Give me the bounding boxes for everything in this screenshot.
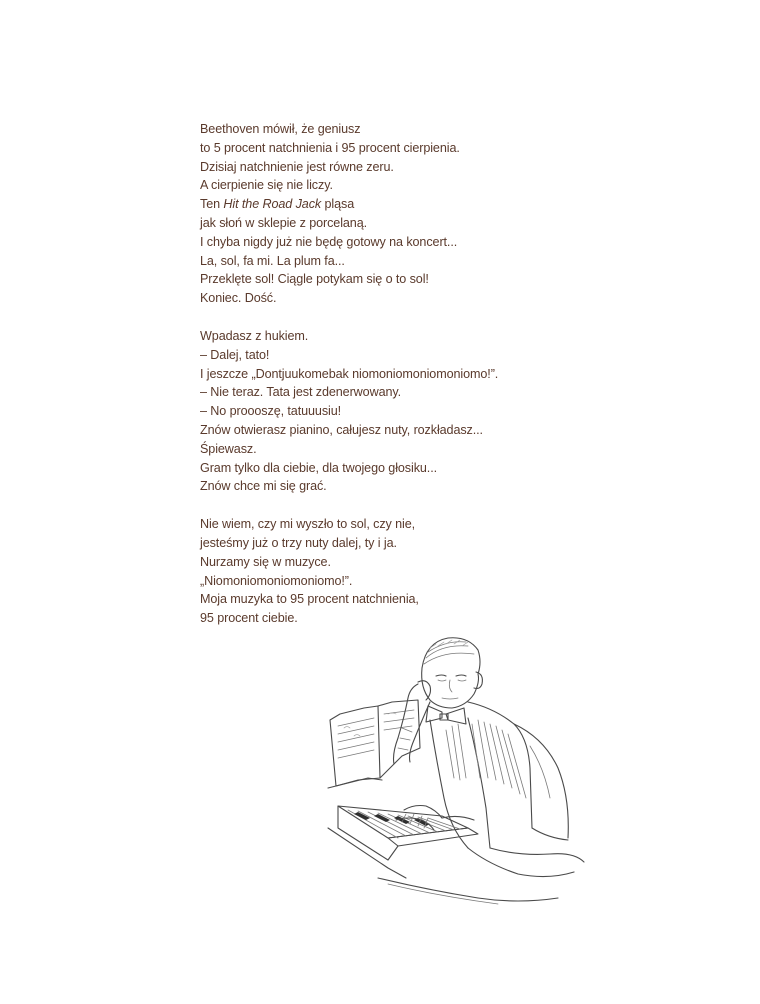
poem-line: Znów chce mi się grać. — [200, 479, 327, 494]
poem-line — [200, 195, 640, 214]
poem-line: jesteśmy już o trzy nuty dalej, ty i ja. — [200, 535, 397, 550]
poem-line: Beethoven mówił, że geniusz — [200, 122, 361, 136]
poem-line: Znów otwierasz pianino, całujesz nuty, rozkładasz... — [200, 422, 483, 437]
poem-line: Koniec. Dość. — [200, 291, 277, 306]
stanza-3 — [200, 515, 640, 628]
poem-line: Dzisiaj natchnienie jest równe zeru. — [200, 159, 394, 174]
poem-line: Śpiewasz. — [200, 441, 257, 456]
poem — [200, 120, 640, 647]
poem-line: to 5 procent natchnienia i 95 procent cierpienia. — [200, 140, 460, 155]
pianist-sketch-icon — [318, 628, 590, 918]
poem-line: Wpadasz z hukiem. — [200, 328, 309, 343]
poem-line: I chyba nigdy już nie będę gotowy na koncert... — [200, 234, 458, 249]
song-title: Hit the Road Jack — [223, 197, 322, 212]
stanza-1 — [200, 120, 640, 308]
poem-line: – Dalej, tato! — [200, 347, 270, 362]
poem-line: Gram tylko dla ciebie, dla twojego głosiku... — [200, 460, 437, 475]
poem-line: – No proooszę, tatuuusiu! — [200, 404, 342, 419]
poem-line: I jeszcze „Dontjuukomebak niomoniomoniomoniomo!”. — [200, 366, 499, 381]
pianist-illustration — [318, 628, 590, 918]
stanza-2 — [200, 327, 640, 496]
poem-line: jak słoń w sklepie z porcelaną. — [200, 215, 368, 230]
lower-body — [378, 828, 584, 904]
poem-line: „Niomoniomoniomoniomo!”. — [200, 573, 353, 588]
poem-line-prefix: Ten — [200, 197, 224, 212]
poem-line: 95 procent ciebie. — [200, 611, 298, 626]
poem-line: Moja muzyka to 95 procent natchnienia, — [200, 592, 419, 607]
poem-line: A cierpienie się nie liczy. — [200, 178, 333, 193]
poem-line: – Nie teraz. Tata jest zdenerwowany. — [200, 385, 402, 400]
poem-line-suffix: pląsa — [321, 197, 355, 212]
bow-tie — [426, 706, 466, 724]
poem-line: Nurzamy się w muzyce. — [200, 554, 331, 569]
poem-line: La, sol, fa mi. La plum fa... — [200, 253, 345, 268]
poem-line: Przeklęte sol! Ciągle potykam się o to sol! — [200, 272, 429, 287]
poem-line: Nie wiem, czy mi wyszło to sol, czy nie, — [200, 517, 416, 532]
head — [422, 638, 483, 708]
sheet-music — [328, 700, 420, 788]
